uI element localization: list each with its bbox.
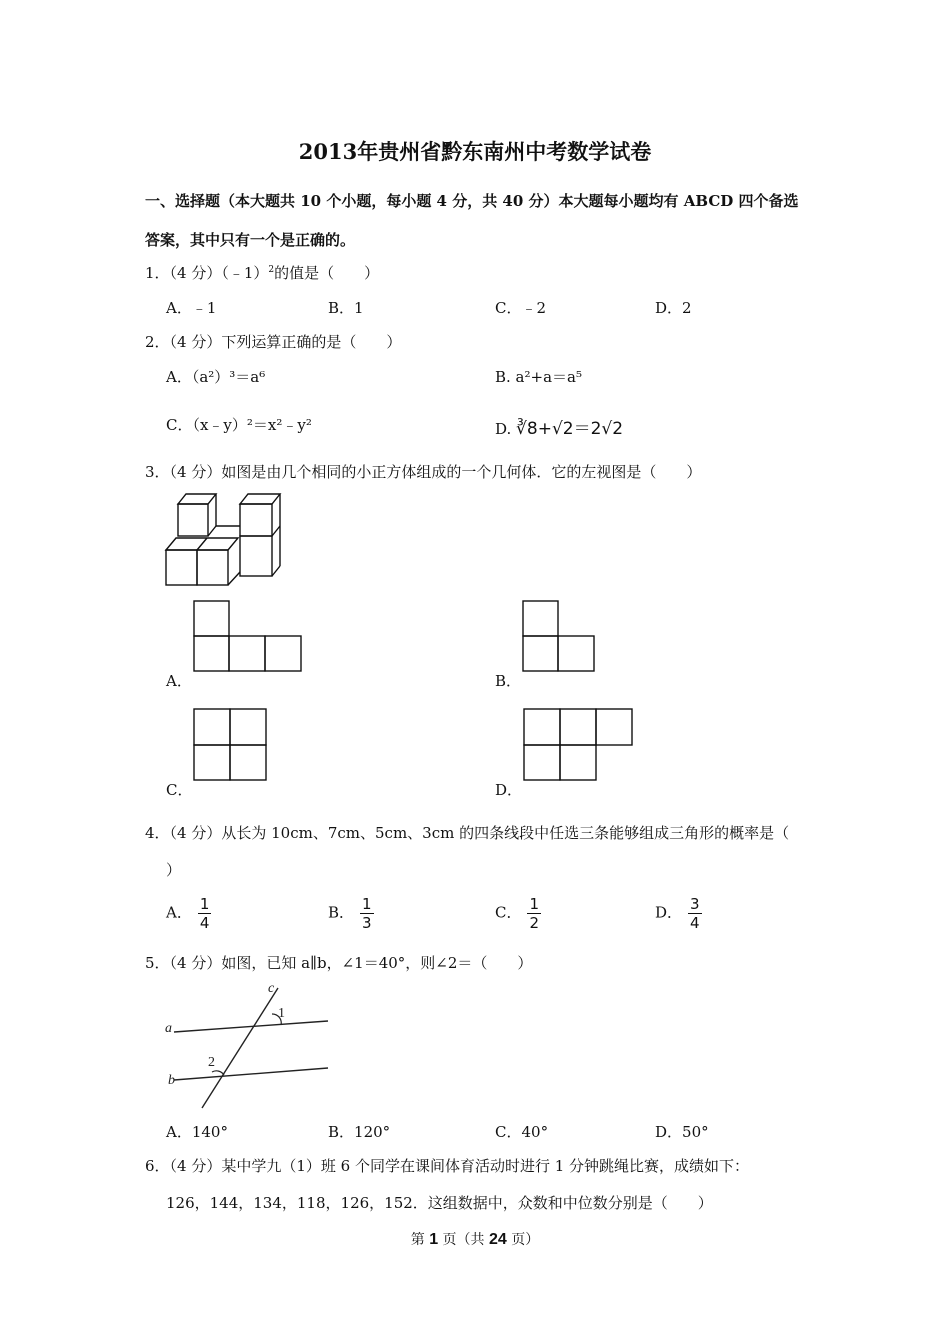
question-4-option-c-label: C． — [495, 903, 522, 922]
question-4-option-d[interactable] — [655, 895, 702, 932]
question-1-option-b[interactable]: B．1 — [328, 299, 364, 317]
fraction-numerator: 3 — [690, 895, 700, 913]
footer-total-pages: 24 — [489, 1231, 507, 1248]
fraction-denominator: 3 — [362, 914, 372, 932]
question-1-option-c[interactable]: C．﹣2 — [495, 299, 547, 317]
question-2-option-a[interactable]: A．（a²）³＝a⁶ — [166, 368, 266, 386]
question-3-option-a[interactable]: A． — [166, 672, 192, 690]
question-5-option-b[interactable]: B．120° — [328, 1123, 391, 1141]
fraction-denominator: 4 — [199, 914, 210, 932]
question-5-option-d[interactable]: D．50° — [655, 1123, 709, 1141]
question-6-stem-line2: 126，144，134，118，126，152．这组数据中，众数和中位数分别是（ ） — [166, 1194, 713, 1212]
question-1-exponent: 2 — [268, 265, 275, 275]
question-2-option-c[interactable]: C．（x﹣y）²＝x²﹣y² — [166, 416, 312, 434]
line-a-label: a — [165, 1021, 172, 1036]
question-4-option-d-label: D． — [655, 903, 683, 922]
question-1-option-a[interactable]: A．﹣1 — [166, 299, 217, 317]
fraction-numerator: 1 — [199, 895, 210, 913]
section-heading-line2: 答案，其中只有一个是正确的。 — [145, 231, 356, 249]
question-2-stem: 2．（4 分）下列运算正确的是（ ） — [145, 333, 402, 351]
question-4-option-c-fraction — [527, 895, 541, 932]
question-5-option-c[interactable]: C．40° — [495, 1123, 549, 1141]
question-3-option-c-figure — [193, 708, 268, 782]
fraction-numerator: 1 — [362, 895, 372, 913]
question-4-option-a[interactable] — [166, 895, 211, 932]
angle-2-label: 2 — [208, 1055, 215, 1070]
question-1-stem — [145, 262, 379, 283]
question-4-option-b[interactable] — [328, 895, 374, 932]
question-2-option-d[interactable] — [495, 414, 623, 439]
question-4-option-b-fraction — [360, 895, 374, 932]
footer-page-number: 1 — [429, 1231, 439, 1248]
fraction-denominator: 2 — [529, 914, 540, 932]
question-4-option-a-label: A． — [166, 903, 192, 922]
section-heading-line1: 一、选择题（本大题共 10 个小题，每小题 4 分，共 40 分）本大题每小题均有 ABCD 四个备选 — [145, 192, 799, 210]
question-2-option-d-label: D. — [495, 420, 512, 438]
question-2-option-b[interactable]: B. a²+a＝a⁵ — [495, 368, 582, 386]
line-b-label: b — [168, 1073, 175, 1088]
footer-prefix: 第 — [410, 1232, 425, 1248]
question-3-stem: 3．（4 分）如图是由几个相同的小正方体组成的一个几何体．它的左视图是（ ） — [145, 463, 702, 481]
question-5-parallel-lines-figure — [160, 980, 335, 1110]
question-4-option-a-fraction — [198, 895, 212, 932]
question-3-option-d-figure — [523, 708, 635, 782]
question-4-option-b-label: B． — [328, 903, 355, 922]
question-4-option-c[interactable] — [495, 895, 541, 932]
question-3-option-a-figure — [193, 600, 303, 672]
question-2-option-d-expression: ∛8+√2＝2√2 — [516, 419, 624, 439]
fraction-numerator: 1 — [529, 895, 540, 913]
line-c-label: c — [268, 981, 275, 996]
question-5-stem: 5．（4 分）如图，已知 a∥b，∠1＝40°，则∠2＝（ ） — [145, 954, 533, 972]
question-1-option-d[interactable]: D．2 — [655, 299, 692, 317]
question-1-stem-a: 1．（4 分）（﹣1） — [145, 264, 269, 282]
fraction-denominator: 4 — [690, 914, 700, 932]
page-footer — [0, 1229, 950, 1249]
question-3-option-b-figure — [522, 600, 597, 672]
angle-1-label: 1 — [278, 1006, 285, 1021]
question-3-option-d[interactable]: D． — [495, 781, 523, 799]
footer-middle: 页（共 — [442, 1232, 485, 1248]
page-title: 2013年贵州省黔东南州中考数学试卷 — [298, 139, 652, 164]
question-5-option-a[interactable]: A．140° — [166, 1123, 228, 1141]
question-6-stem-line1: 6．（4 分）某中学九（1）班 6 个同学在课间体育活动时进行 1 分钟跳绳比赛，成绩如下： — [145, 1157, 750, 1175]
question-4-option-d-fraction — [688, 895, 702, 932]
question-1-stem-b: 的值是（ ） — [274, 264, 380, 282]
question-4-stem-line1: 4．（4 分）从长为 10cm、7cm、5cm、3cm 的四条线段中任选三条能够组成三角形的概率是（ — [145, 824, 790, 842]
question-3-solid-figure — [160, 490, 295, 590]
question-3-option-b[interactable]: B． — [495, 672, 522, 690]
question-3-option-c[interactable]: C． — [166, 781, 193, 799]
question-4-stem-line2: ） — [166, 861, 182, 879]
footer-suffix: 页） — [511, 1232, 540, 1248]
